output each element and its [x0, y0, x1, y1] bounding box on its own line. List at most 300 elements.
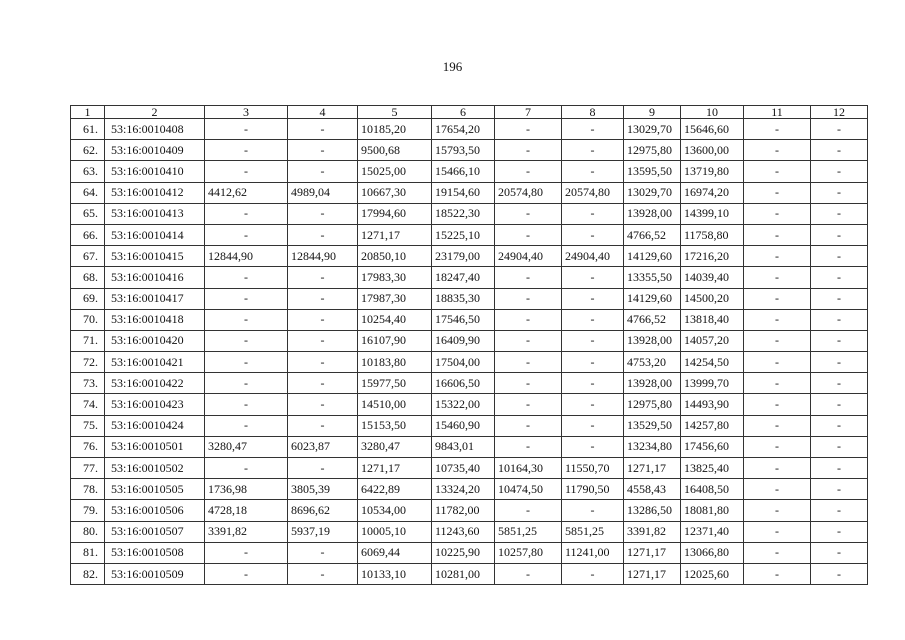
table-cell: 10735,40: [432, 458, 495, 479]
table-cell: 53:16:0010408: [105, 119, 205, 140]
table-cell: -: [205, 373, 288, 394]
table-cell: -: [811, 309, 868, 330]
table-cell: -: [562, 436, 624, 457]
table-cell: 71.: [71, 330, 105, 351]
table-cell: 4558,43: [624, 479, 681, 500]
table-cell: -: [288, 119, 358, 140]
table-row: [71, 309, 868, 330]
table-cell: 17456,60: [681, 436, 744, 457]
table-row: [71, 267, 868, 288]
table-cell: 53:16:0010509: [105, 563, 205, 584]
table-cell: 20850,10: [358, 246, 432, 267]
table-row: [71, 542, 868, 563]
table-cell: 53:16:0010505: [105, 479, 205, 500]
table-cell: -: [495, 288, 562, 309]
table-cell: 23179,00: [432, 246, 495, 267]
table-cell: 53:16:0010417: [105, 288, 205, 309]
table-cell: 53:16:0010409: [105, 140, 205, 161]
table-cell: -: [744, 479, 811, 500]
table-cell: -: [288, 288, 358, 309]
table-cell: 14493,90: [681, 394, 744, 415]
table-cell: -: [811, 288, 868, 309]
table-cell: 11782,00: [432, 500, 495, 521]
table-cell: -: [288, 352, 358, 373]
table-cell: 53:16:0010410: [105, 161, 205, 182]
table-cell: -: [811, 119, 868, 140]
table-cell: 53:16:0010508: [105, 542, 205, 563]
table-cell: -: [562, 140, 624, 161]
column-header: 2: [105, 106, 205, 119]
table-cell: -: [205, 352, 288, 373]
table-cell: -: [744, 500, 811, 521]
table-cell: 53:16:0010420: [105, 330, 205, 351]
table-cell: -: [495, 415, 562, 436]
table-row: [71, 373, 868, 394]
table-cell: 82.: [71, 563, 105, 584]
table-cell: -: [288, 415, 358, 436]
table-cell: 24904,40: [495, 246, 562, 267]
table-cell: 19154,60: [432, 182, 495, 203]
table-cell: 69.: [71, 288, 105, 309]
table-cell: 66.: [71, 224, 105, 245]
table-cell: -: [811, 394, 868, 415]
table-cell: 15460,90: [432, 415, 495, 436]
table-cell: -: [811, 330, 868, 351]
column-header: 8: [562, 106, 624, 119]
table-cell: -: [811, 182, 868, 203]
table-cell: -: [205, 288, 288, 309]
table-row: [71, 246, 868, 267]
table-cell: -: [811, 458, 868, 479]
table-cell: 13529,50: [624, 415, 681, 436]
table-cell: -: [205, 309, 288, 330]
table-cell: -: [495, 563, 562, 584]
table-cell: -: [811, 436, 868, 457]
table-cell: -: [288, 542, 358, 563]
table-cell: -: [288, 161, 358, 182]
table-cell: -: [288, 458, 358, 479]
table-cell: 14039,40: [681, 267, 744, 288]
table-cell: 6069,44: [358, 542, 432, 563]
table-row: [71, 521, 868, 542]
table-cell: 14129,60: [624, 288, 681, 309]
table-cell: 72.: [71, 352, 105, 373]
table-cell: -: [744, 246, 811, 267]
table-cell: -: [562, 161, 624, 182]
table-cell: 18247,40: [432, 267, 495, 288]
table-cell: 53:16:0010424: [105, 415, 205, 436]
column-header: 6: [432, 106, 495, 119]
table-cell: 10667,30: [358, 182, 432, 203]
table-cell: -: [205, 394, 288, 415]
table-cell: -: [205, 415, 288, 436]
table-cell: -: [811, 415, 868, 436]
table-cell: -: [744, 373, 811, 394]
table-cell: -: [744, 203, 811, 224]
table-cell: 8696,62: [288, 500, 358, 521]
table-cell: -: [288, 267, 358, 288]
table-cell: -: [744, 563, 811, 584]
table-cell: -: [288, 140, 358, 161]
table-cell: 74.: [71, 394, 105, 415]
table-cell: 13928,00: [624, 203, 681, 224]
table-cell: 16408,50: [681, 479, 744, 500]
table-cell: 12844,90: [288, 246, 358, 267]
table-cell: 62.: [71, 140, 105, 161]
table-cell: 10183,80: [358, 352, 432, 373]
table-body: [71, 119, 868, 585]
table-cell: 5851,25: [562, 521, 624, 542]
table-row: [71, 436, 868, 457]
table-cell: -: [811, 224, 868, 245]
table-cell: 11241,00: [562, 542, 624, 563]
table-cell: 13029,70: [624, 182, 681, 203]
column-header: 1: [71, 106, 105, 119]
table-cell: -: [744, 458, 811, 479]
table-row: [71, 161, 868, 182]
table-cell: 4766,52: [624, 309, 681, 330]
table-cell: -: [744, 521, 811, 542]
table-cell: 53:16:0010415: [105, 246, 205, 267]
table-row: [71, 500, 868, 521]
table-cell: 11550,70: [562, 458, 624, 479]
table-cell: -: [495, 224, 562, 245]
table-cell: -: [205, 224, 288, 245]
table-cell: -: [562, 288, 624, 309]
table-cell: 13595,50: [624, 161, 681, 182]
table-cell: 1271,17: [358, 224, 432, 245]
table-cell: 6422,89: [358, 479, 432, 500]
table-cell: -: [495, 203, 562, 224]
table-cell: 14254,50: [681, 352, 744, 373]
table-cell: 3391,82: [205, 521, 288, 542]
column-header: 7: [495, 106, 562, 119]
table-cell: 81.: [71, 542, 105, 563]
table-cell: -: [495, 330, 562, 351]
table-row: [71, 458, 868, 479]
table-cell: 4753,20: [624, 352, 681, 373]
table-cell: 18081,80: [681, 500, 744, 521]
table-cell: 16606,50: [432, 373, 495, 394]
table-cell: 12975,80: [624, 394, 681, 415]
table-row: [71, 288, 868, 309]
table-cell: -: [744, 288, 811, 309]
table-cell: 10254,40: [358, 309, 432, 330]
table-cell: -: [495, 500, 562, 521]
table-cell: 1271,17: [358, 458, 432, 479]
table-cell: -: [744, 394, 811, 415]
table-cell: -: [288, 330, 358, 351]
column-header: 10: [681, 106, 744, 119]
table-cell: -: [744, 352, 811, 373]
table-cell: -: [495, 267, 562, 288]
table-cell: -: [744, 140, 811, 161]
table-cell: -: [811, 352, 868, 373]
table-cell: 14057,20: [681, 330, 744, 351]
table-cell: 17987,30: [358, 288, 432, 309]
table-cell: 18835,30: [432, 288, 495, 309]
table-cell: 53:16:0010412: [105, 182, 205, 203]
table-row: [71, 352, 868, 373]
table-row: [71, 563, 868, 584]
table-cell: -: [562, 563, 624, 584]
table-cell: 5851,25: [495, 521, 562, 542]
table-cell: 13600,00: [681, 140, 744, 161]
table-cell: -: [288, 394, 358, 415]
table-cell: 65.: [71, 203, 105, 224]
table-cell: -: [744, 119, 811, 140]
table-cell: -: [744, 161, 811, 182]
table-cell: 76.: [71, 436, 105, 457]
table-cell: -: [562, 415, 624, 436]
table-cell: 61.: [71, 119, 105, 140]
table-cell: 17546,50: [432, 309, 495, 330]
table-cell: 53:16:0010421: [105, 352, 205, 373]
table-cell: -: [811, 563, 868, 584]
table-cell: -: [811, 373, 868, 394]
table-cell: 13825,40: [681, 458, 744, 479]
table-cell: 13324,20: [432, 479, 495, 500]
table-cell: -: [495, 161, 562, 182]
table-cell: -: [205, 119, 288, 140]
table-cell: -: [811, 521, 868, 542]
table-cell: -: [495, 119, 562, 140]
table-cell: 10534,00: [358, 500, 432, 521]
table-cell: 53:16:0010502: [105, 458, 205, 479]
table-cell: 16409,90: [432, 330, 495, 351]
table-cell: 80.: [71, 521, 105, 542]
table-cell: -: [811, 479, 868, 500]
table-cell: 17994,60: [358, 203, 432, 224]
table-cell: -: [205, 330, 288, 351]
table-cell: 16107,90: [358, 330, 432, 351]
table-cell: 53:16:0010413: [105, 203, 205, 224]
table-cell: 1736,98: [205, 479, 288, 500]
table-cell: 79.: [71, 500, 105, 521]
table-cell: -: [288, 203, 358, 224]
table-cell: 13719,80: [681, 161, 744, 182]
table-cell: 14129,60: [624, 246, 681, 267]
table-cell: 1271,17: [624, 458, 681, 479]
table-cell: 13029,70: [624, 119, 681, 140]
table-cell: 12025,60: [681, 563, 744, 584]
table-cell: 53:16:0010501: [105, 436, 205, 457]
table-cell: 53:16:0010507: [105, 521, 205, 542]
table-cell: -: [562, 373, 624, 394]
table-cell: 15025,00: [358, 161, 432, 182]
table-cell: -: [744, 224, 811, 245]
table-cell: 15977,50: [358, 373, 432, 394]
table-cell: 11790,50: [562, 479, 624, 500]
table-cell: -: [495, 394, 562, 415]
table-cell: 77.: [71, 458, 105, 479]
table-cell: -: [744, 267, 811, 288]
table-cell: -: [811, 140, 868, 161]
table-cell: -: [495, 436, 562, 457]
table-cell: -: [744, 182, 811, 203]
table-row: [71, 224, 868, 245]
table-cell: 17654,20: [432, 119, 495, 140]
table-cell: 53:16:0010506: [105, 500, 205, 521]
table-cell: 15793,50: [432, 140, 495, 161]
table-cell: 6023,87: [288, 436, 358, 457]
table-row: [71, 479, 868, 500]
table-cell: 75.: [71, 415, 105, 436]
table-cell: 14399,10: [681, 203, 744, 224]
table-cell: 14500,20: [681, 288, 744, 309]
table-cell: 53:16:0010422: [105, 373, 205, 394]
table-cell: 10225,90: [432, 542, 495, 563]
table-cell: 18522,30: [432, 203, 495, 224]
table-cell: -: [288, 373, 358, 394]
table-cell: 73.: [71, 373, 105, 394]
table-cell: 4728,18: [205, 500, 288, 521]
table-cell: -: [744, 330, 811, 351]
table-cell: 3280,47: [205, 436, 288, 457]
table-cell: 5937,19: [288, 521, 358, 542]
data-table: [70, 105, 868, 585]
table-cell: 10133,10: [358, 563, 432, 584]
table-cell: 70.: [71, 309, 105, 330]
table-cell: 10185,20: [358, 119, 432, 140]
table-cell: 67.: [71, 246, 105, 267]
column-header: 9: [624, 106, 681, 119]
table-row: [71, 119, 868, 140]
table-cell: -: [811, 161, 868, 182]
table-cell: 13818,40: [681, 309, 744, 330]
column-header: 4: [288, 106, 358, 119]
table-cell: 64.: [71, 182, 105, 203]
table-cell: -: [744, 415, 811, 436]
table-cell: -: [495, 352, 562, 373]
table-row: [71, 203, 868, 224]
table-cell: 17216,20: [681, 246, 744, 267]
table-cell: -: [811, 267, 868, 288]
table-cell: 15466,10: [432, 161, 495, 182]
table-cell: 53:16:0010416: [105, 267, 205, 288]
table-cell: 10005,10: [358, 521, 432, 542]
table-cell: -: [744, 309, 811, 330]
table-cell: 13928,00: [624, 373, 681, 394]
table-cell: 15646,60: [681, 119, 744, 140]
table-cell: -: [205, 203, 288, 224]
table-cell: 9500,68: [358, 140, 432, 161]
table-cell: 3391,82: [624, 521, 681, 542]
table-cell: 13999,70: [681, 373, 744, 394]
table-cell: -: [811, 500, 868, 521]
table-cell: 12844,90: [205, 246, 288, 267]
table-cell: 12975,80: [624, 140, 681, 161]
table-cell: -: [495, 140, 562, 161]
table-cell: 1271,17: [624, 542, 681, 563]
table-cell: 13234,80: [624, 436, 681, 457]
table-cell: -: [562, 119, 624, 140]
table-cell: 15322,00: [432, 394, 495, 415]
table-cell: -: [811, 246, 868, 267]
table-cell: -: [205, 140, 288, 161]
table-cell: -: [288, 563, 358, 584]
table-cell: -: [205, 563, 288, 584]
table-cell: -: [562, 394, 624, 415]
table-cell: 9843,01: [432, 436, 495, 457]
table-cell: -: [562, 309, 624, 330]
table-cell: 10164,30: [495, 458, 562, 479]
table-cell: -: [562, 330, 624, 351]
page-number: 196: [442, 59, 463, 74]
table-cell: -: [744, 436, 811, 457]
table-cell: -: [495, 309, 562, 330]
column-header: 12: [811, 106, 868, 119]
column-header: 11: [744, 106, 811, 119]
table-cell: -: [744, 542, 811, 563]
table-cell: 14510,00: [358, 394, 432, 415]
table-cell: 24904,40: [562, 246, 624, 267]
table-cell: 53:16:0010423: [105, 394, 205, 415]
table-cell: -: [562, 203, 624, 224]
table-cell: 13355,50: [624, 267, 681, 288]
table-cell: 13066,80: [681, 542, 744, 563]
table-cell: 15225,10: [432, 224, 495, 245]
table-cell: 17983,30: [358, 267, 432, 288]
table-cell: 4989,04: [288, 182, 358, 203]
table-row: [71, 394, 868, 415]
table-header-row: [71, 106, 868, 119]
table-cell: 20574,80: [562, 182, 624, 203]
table-cell: 17504,00: [432, 352, 495, 373]
table-cell: -: [811, 203, 868, 224]
table-cell: 53:16:0010418: [105, 309, 205, 330]
column-header: 3: [205, 106, 288, 119]
table-cell: 10281,00: [432, 563, 495, 584]
table-cell: -: [288, 309, 358, 330]
table-cell: -: [205, 542, 288, 563]
table-cell: 4412,62: [205, 182, 288, 203]
table-row: [71, 330, 868, 351]
table-row: [71, 140, 868, 161]
table-cell: -: [562, 224, 624, 245]
table-cell: -: [205, 161, 288, 182]
table-cell: -: [495, 373, 562, 394]
table-row: [71, 182, 868, 203]
table-cell: 3280,47: [358, 436, 432, 457]
table-cell: 13928,00: [624, 330, 681, 351]
table-cell: 1271,17: [624, 563, 681, 584]
table-cell: 20574,80: [495, 182, 562, 203]
table-cell: 11758,80: [681, 224, 744, 245]
table-cell: -: [562, 267, 624, 288]
table-cell: 68.: [71, 267, 105, 288]
table-cell: 14257,80: [681, 415, 744, 436]
column-header: 5: [358, 106, 432, 119]
table-cell: -: [288, 224, 358, 245]
table-cell: -: [811, 542, 868, 563]
table-cell: 53:16:0010414: [105, 224, 205, 245]
table-cell: 3805,39: [288, 479, 358, 500]
table-cell: 4766,52: [624, 224, 681, 245]
table-cell: 10474,50: [495, 479, 562, 500]
table-cell: -: [562, 352, 624, 373]
table-cell: -: [205, 458, 288, 479]
table-cell: 16974,20: [681, 182, 744, 203]
table-cell: 63.: [71, 161, 105, 182]
table-row: [71, 415, 868, 436]
table-cell: 15153,50: [358, 415, 432, 436]
table-cell: 12371,40: [681, 521, 744, 542]
table-cell: 13286,50: [624, 500, 681, 521]
table-cell: 11243,60: [432, 521, 495, 542]
table-cell: -: [562, 500, 624, 521]
table-cell: 10257,80: [495, 542, 562, 563]
